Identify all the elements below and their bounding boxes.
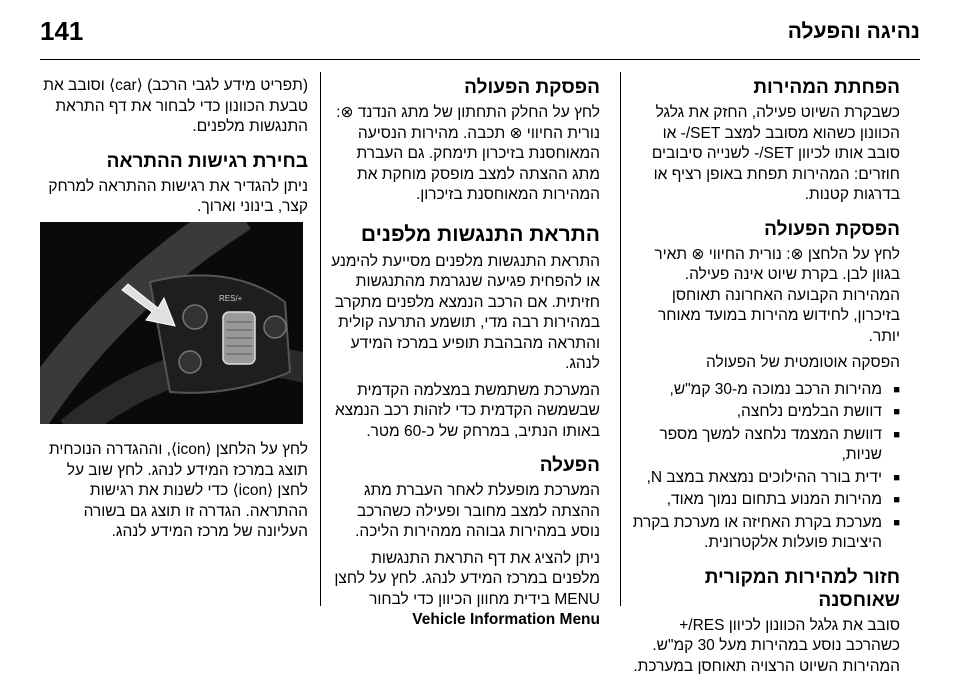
- column-left-bottom: [40, 440, 308, 549]
- page-number: 141: [40, 16, 84, 46]
- menu-name: Vehicle Information Menu: [412, 611, 600, 628]
- para-activation: המערכת מופעלת לאחר העברת מתג ההצתה למצב מחובר ופעילה כשהרכב נוסע במהירות גבוהה ממהירות הליכה.: [355, 482, 600, 540]
- heading-deactivate: הפסקת הפעולה: [764, 218, 900, 240]
- bullet-icon: ■: [893, 494, 900, 506]
- list-item: ■ דוושת הבלמים נלחצה,: [628, 402, 900, 423]
- para-sensitivity-button: לחץ על הלחצן ⟨icon⟩, וההגדרה הנוכחית תוצג במרכז המידע לנהג. לחץ שוב על לחצן ⟨icon⟩ כדי לשנות את רגישות ההתראה. הגדרה זו תוצג גם בשורה העליונה של מרכז המידע לנהג.: [48, 441, 308, 540]
- bullet-icon: ■: [893, 516, 900, 529]
- para-reduce-speed: כשבקרת השיוט פעילה, החזק את גלגל הכוונון כשהוא מסובב למצב SET/- או סובב אותו לכיוון SET/- לשנייה סיבובים חוזרים: המהירות תפחת באופן רציף או בדרגות קטנות.: [651, 104, 900, 203]
- heading-deactivate: הפסקת הפעולה: [464, 77, 600, 98]
- para-resume-speed: סובב את גלגל הכוונון לכיוון RES/+ כשהרכב נוסע במהירות מעל 30 קמ"ש. המהירות השיוט הרצויה תאוחסן במערכת.: [633, 616, 900, 675]
- heading-reduce-speed: הפחתת המהירות: [753, 77, 900, 98]
- bullet-icon: ■: [893, 428, 900, 441]
- steering-wheel-photo: [40, 222, 303, 424]
- chapter-title: נהיגה והפעלה: [787, 20, 920, 43]
- heading-forward-collision-alert: התראת התנגשות מלפנים: [360, 222, 600, 246]
- heading-activation: הפעלה: [539, 455, 600, 476]
- column-middle: [328, 76, 600, 637]
- list-item: ■ מהירות המנוע בתחום נמוך מאוד,: [628, 490, 900, 511]
- button-label-res: RES/+: [219, 294, 243, 303]
- para-auto-deactivate: הפסקה אוטומטית של הפעולה: [706, 354, 900, 371]
- bullet-icon: ■: [893, 471, 900, 484]
- list-item: ■ מערכת בקרת האחיזה או מערכת בקרת היציבות פועלות אלקטרונית.: [632, 513, 900, 551]
- column-left: [40, 76, 308, 224]
- column-right: [628, 76, 900, 683]
- para-menu-continued: (תפריט מידע לגבי הרכב) ⟨car⟩ וסובב את טבעת הכוונון כדי לבחור את דף התראת התנגשות מלפנים.: [43, 77, 308, 135]
- list-item: ■ מהירות הרכב נמוכה מ-30 קמ"ש,: [628, 380, 900, 401]
- para-select-sensitivity: ניתן להגדיר את רגישות ההתראה למרחק קצר, בינוני וארוך.: [48, 177, 308, 215]
- list-item: ■ דוושת המצמד נלחצה למשך מספר שניות,: [659, 425, 900, 463]
- para-deactivate: לחץ על החלק התחתון של מתג הנדנד ⊗: נורית החיווי ⊗ תכבה. מהירות הנסיעה המאוחסנת בזיכרון תימחק. גם העברת מתג ההצתה למצב מופסק מוחקת את המהירות המאוחסנת בזיכרון.: [336, 104, 600, 203]
- header-rule: [40, 59, 920, 60]
- para-fca-intro: התראת התנגשות מלפנים מסייעת להימנע או להפחית פגיעה שנגרמת מהתנגשות חזיתית. אם הרכב הנמצא מלפנים מתקרב במהירות רבה מדי, תושמע התרעה קולית והתראה מהבהבת תופיע במרכז המידע לנהג.: [331, 252, 600, 372]
- bullet-icon: ■: [893, 383, 900, 396]
- list-item: ■ ידית בורר ההילוכים נמצאת במצב N,: [628, 468, 900, 489]
- heading-resume-speed: חזור למהירות המקורית שאוחסנה: [704, 566, 900, 611]
- para-deactivate: לחץ על הלחצן ⊗: נורית החיווי ⊗ תאיר בגוון לבן. בקרת שיוט אינה פעילה. המהירות הקבועה האחרונה תאוחסן בזיכרון, לחידוש מהירות במועד מאוחר יותר.: [654, 245, 900, 345]
- steering-wheel-illustration: [40, 222, 303, 424]
- heading-select-sensitivity: בחירת רגישות ההתראה: [106, 150, 308, 172]
- column-divider: [620, 72, 621, 606]
- page-header: [0, 14, 960, 54]
- bullet-icon: ■: [893, 406, 900, 418]
- para-fca-camera: המערכת משתמשת במצלמה הקדמית שבשמשה הקדמית כדי לזהות רכב הנמצא באותו הנתיב, במרחק של כ-60 מטר.: [334, 381, 600, 440]
- column-divider: [320, 72, 321, 606]
- para-menu: ניתן להציג את דף התראת התנגשות מלפנים במרכז המידע לנהג. לחץ על לחצן MENU בידית מחוון הכיוון כדי לבחור Vehicle Information Menu: [334, 549, 600, 628]
- deactivation-list: [628, 380, 900, 554]
